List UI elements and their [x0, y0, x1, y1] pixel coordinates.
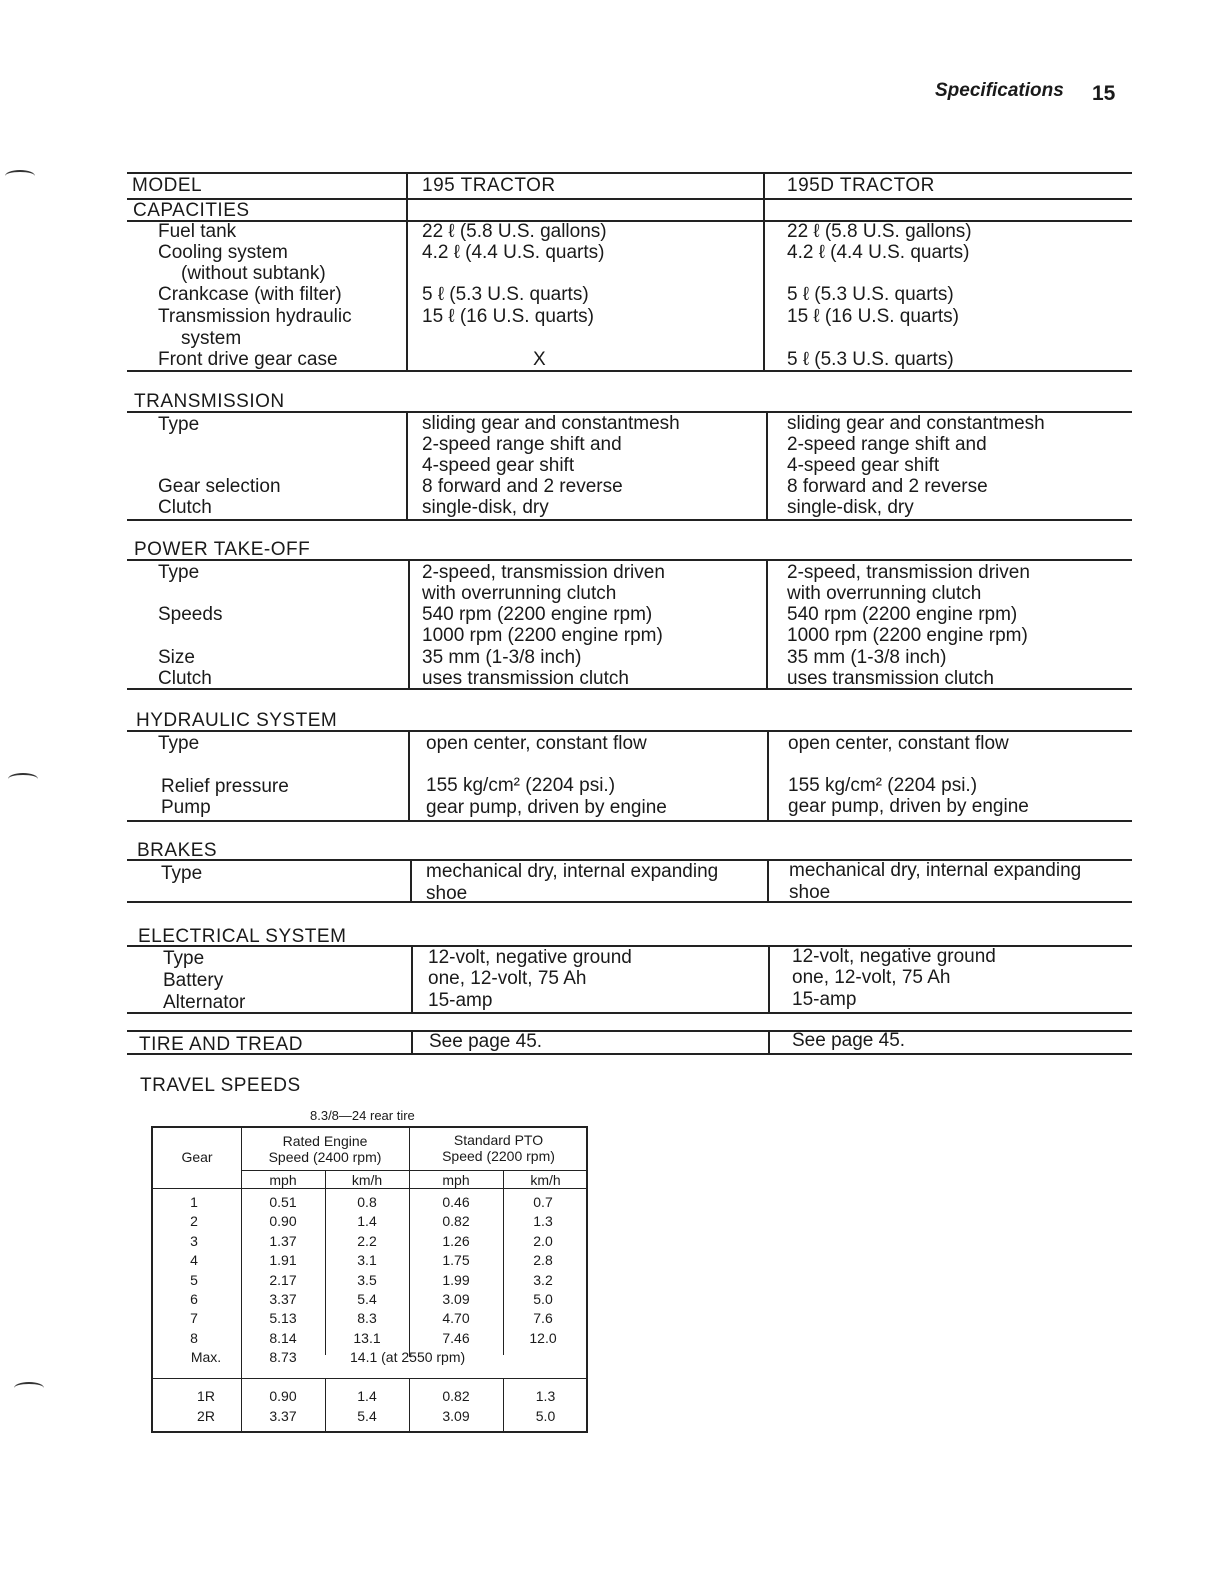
grid-line [153, 1378, 588, 1379]
binding-mark-bottom [14, 1382, 44, 1394]
table-row [153, 1213, 588, 1233]
rule [127, 1012, 1132, 1014]
rated-mph: 0.90 [269, 1388, 297, 1404]
spec-label: Speeds [158, 604, 223, 625]
gear-cell: 7 [190, 1310, 198, 1326]
pto-mph: 0.82 [442, 1213, 470, 1229]
spec-label: Battery [163, 970, 224, 991]
rated-header: Rated Engine [282, 1133, 368, 1149]
pto-kmh: 3.2 [533, 1272, 553, 1288]
spec-value-195: 8 forward and 2 reverse [422, 476, 623, 497]
spec-value-195: See page 45. [429, 1031, 543, 1052]
col-divider [767, 860, 769, 902]
spec-value-195: 2-speed, transmission driven [422, 562, 665, 583]
spec-label: Size [158, 647, 195, 668]
gear-cell: 2 [190, 1213, 198, 1229]
section-title-brakes: BRAKES [137, 840, 218, 861]
spec-value-195d: 4-speed gear shift [787, 455, 940, 476]
grid-line [241, 1170, 588, 1171]
spec-value-195d: single-disk, dry [787, 497, 914, 518]
travel-speeds-title: TRAVEL SPEEDS [140, 1075, 301, 1096]
gear-cell: 6 [190, 1291, 198, 1307]
rated-mph: 0.90 [269, 1213, 297, 1229]
unit-header: mph [442, 1172, 470, 1188]
spec-value-195d: with overrunning clutch [787, 583, 982, 604]
rated-mph: 5.13 [269, 1310, 297, 1326]
rated-header-speed: Speed (2400 rpm) [268, 1149, 382, 1165]
pto-kmh: 2.0 [533, 1233, 553, 1249]
rule [127, 1030, 1132, 1032]
spec-value-195d: sliding gear and constantmesh [787, 413, 1045, 434]
spec-value-195: 540 rpm (2200 engine rpm) [422, 604, 653, 625]
max-note: 14.1 (at 2550 rpm) [350, 1349, 466, 1365]
rated-mph: 8.73 [269, 1349, 297, 1365]
table-row [153, 1291, 588, 1311]
col-divider [768, 1031, 770, 1053]
table-row [153, 1194, 588, 1214]
pto-mph: 1.75 [442, 1252, 470, 1268]
col-divider [406, 412, 408, 520]
spec-value-195: one, 12-volt, 75 Ah [428, 968, 587, 989]
section-title-pto: POWER TAKE-OFF [134, 539, 311, 560]
pto-kmh: 1.3 [535, 1388, 556, 1404]
spec-label: Type [158, 562, 200, 583]
gear-cell: 8 [190, 1330, 198, 1346]
spec-value-195: 155 kg/cm² (2204 psi.) [426, 775, 616, 796]
table-row [153, 1408, 588, 1428]
table-row [153, 1349, 588, 1369]
spec-value-195: 1000 rpm (2200 engine rpm) [422, 625, 663, 646]
pto-mph: 3.09 [442, 1408, 470, 1424]
rated-kmh: 3.5 [357, 1272, 377, 1288]
spec-value-195: with overrunning clutch [422, 583, 617, 604]
spec-value-195d: 4.2 ℓ (4.4 U.S. quarts) [787, 242, 970, 263]
gear-cell: 5 [190, 1272, 198, 1288]
table-row [153, 1272, 588, 1292]
spec-value-195: sliding gear and constantmesh [422, 413, 680, 434]
unit-header: km/h [351, 1172, 383, 1188]
spec-value-195: X [533, 349, 546, 370]
pto-mph: 0.46 [442, 1194, 470, 1210]
travel-speeds-table [151, 1126, 588, 1433]
rated-kmh: 1.4 [357, 1213, 377, 1229]
spec-value-195: open center, constant flow [426, 733, 647, 754]
spec-label: system [181, 328, 242, 349]
spec-value-195d: 8 forward and 2 reverse [787, 476, 988, 497]
col-divider [408, 731, 410, 821]
pto-mph: 1.26 [442, 1233, 470, 1249]
spec-label: Crankcase (with filter) [158, 284, 342, 305]
spec-value-195: 4-speed gear shift [422, 455, 575, 476]
spec-value-195d: one, 12-volt, 75 Ah [792, 967, 951, 988]
spec-value-195d: 540 rpm (2200 engine rpm) [787, 604, 1018, 625]
spec-value-195: 35 mm (1-3/8 inch) [422, 647, 582, 668]
spec-value-195d: 15-amp [792, 989, 857, 1010]
col-divider [411, 946, 413, 1013]
spec-label: Alternator [163, 992, 246, 1013]
rated-mph: 1.91 [269, 1252, 297, 1268]
tire-note: 8.3/8—24 rear tire [310, 1108, 415, 1123]
spec-label: Type [163, 948, 205, 969]
table-row [153, 1388, 588, 1408]
rule [127, 198, 1132, 200]
pto-header-speed: Speed (2200 rpm) [442, 1148, 555, 1164]
rated-mph: 0.51 [269, 1194, 297, 1210]
section-title-capacities: CAPACITIES [133, 200, 250, 221]
spec-value-195d: 22 ℓ (5.8 U.S. gallons) [787, 221, 972, 242]
section-title-hydraulic: HYDRAULIC SYSTEM [136, 710, 338, 731]
rule [127, 901, 1132, 903]
pto-kmh: 0.7 [533, 1194, 553, 1210]
rule [127, 820, 1132, 822]
pto-kmh: 1.3 [533, 1213, 553, 1229]
pto-header: Standard PTO [453, 1132, 544, 1148]
spec-value-195: 5 ℓ (5.3 U.S. quarts) [422, 284, 589, 305]
col-divider [763, 173, 765, 371]
page-number: 15 [1092, 82, 1116, 105]
spec-value-195: 4.2 ℓ (4.4 U.S. quarts) [422, 242, 605, 263]
rated-mph: 1.37 [269, 1233, 297, 1249]
spec-value-195: 15-amp [428, 990, 493, 1011]
gear-cell: 3 [190, 1233, 198, 1249]
spec-value-195d: 5 ℓ (5.3 U.S. quarts) [787, 349, 954, 370]
spec-value-195d: 2-speed range shift and [787, 434, 987, 455]
binding-mark-middle [8, 773, 38, 785]
col-divider [766, 412, 768, 520]
col-divider [406, 173, 408, 371]
col-195-header: 195 TRACTOR [422, 175, 556, 196]
rated-kmh: 3.1 [357, 1252, 377, 1268]
section-title-tire: TIRE AND TREAD [139, 1034, 303, 1055]
spec-label: Type [158, 414, 200, 435]
spec-value-195: 2-speed range shift and [422, 434, 622, 455]
pto-kmh: 12.0 [529, 1330, 557, 1346]
spec-label: Transmission hydraulic [158, 306, 352, 327]
spec-label: Relief pressure [161, 776, 289, 797]
spec-label: Front drive gear case [158, 349, 338, 370]
pto-kmh: 7.6 [533, 1310, 553, 1326]
section-title-electrical: ELECTRICAL SYSTEM [138, 926, 347, 947]
spec-label: Type [161, 863, 203, 884]
rule [127, 220, 1132, 222]
pto-kmh: 5.0 [533, 1291, 553, 1307]
spec-label: Pump [161, 797, 211, 818]
spec-value-195d: 15 ℓ (16 U.S. quarts) [787, 306, 959, 327]
spec-value-195d: 155 kg/cm² (2204 psi.) [788, 775, 978, 796]
spec-value-195d: See page 45. [792, 1030, 906, 1051]
spec-label: Clutch [158, 497, 212, 518]
rated-mph: 2.17 [269, 1272, 297, 1288]
spec-value-195: gear pump, driven by engine [426, 797, 667, 818]
spec-label: Fuel tank [158, 221, 237, 242]
grid-line [153, 1188, 588, 1189]
rule [127, 519, 1132, 521]
table-row [153, 1330, 588, 1350]
pto-mph: 4.70 [442, 1310, 470, 1326]
spec-value-195d: 1000 rpm (2200 engine rpm) [787, 625, 1028, 646]
spec-value-195d: 35 mm (1-3/8 inch) [787, 647, 947, 668]
unit-header: km/h [530, 1172, 561, 1188]
rule [127, 172, 1132, 174]
col-195d-header: 195D TRACTOR [787, 175, 935, 196]
rated-kmh: 13.1 [353, 1330, 381, 1346]
col-divider [411, 1031, 413, 1053]
rated-kmh: 5.4 [357, 1291, 377, 1307]
pto-mph: 7.46 [442, 1330, 470, 1346]
rated-mph: 3.37 [269, 1291, 297, 1307]
rated-mph: 3.37 [269, 1408, 297, 1424]
pto-mph: 0.82 [442, 1388, 470, 1404]
spec-label: (without subtank) [181, 263, 326, 284]
spec-value-195: 12-volt, negative ground [428, 947, 632, 968]
page-header-title: Specifications [935, 80, 1064, 101]
rule [127, 370, 1132, 372]
spec-value-195: 22 ℓ (5.8 U.S. gallons) [422, 221, 607, 242]
rated-kmh: 1.4 [357, 1388, 377, 1404]
col-divider [766, 560, 768, 689]
pto-mph: 3.09 [442, 1291, 470, 1307]
spec-label: Gear selection [158, 476, 281, 497]
spec-value-195d: uses transmission clutch [787, 668, 994, 689]
model-header: MODEL [132, 175, 203, 196]
gear-cell: 4 [190, 1252, 198, 1268]
spec-value-195d: 5 ℓ (5.3 U.S. quarts) [787, 284, 954, 305]
rated-kmh: 2.2 [357, 1233, 377, 1249]
rated-kmh: 8.3 [357, 1310, 377, 1326]
col-divider [767, 731, 769, 821]
rated-kmh: 5.4 [357, 1408, 377, 1424]
gear-cell: 2R [197, 1408, 215, 1424]
table-row [153, 1252, 588, 1272]
spec-value-195d: gear pump, driven by engine [788, 796, 1029, 817]
pto-kmh: 2.8 [533, 1252, 553, 1268]
spec-label: Clutch [158, 668, 212, 689]
col-divider [408, 560, 410, 689]
table-row [153, 1233, 588, 1253]
spec-value-195d: mechanical dry, internal expanding [789, 860, 1082, 881]
rated-kmh: 0.8 [357, 1194, 377, 1210]
rated-mph: 8.14 [269, 1330, 297, 1346]
spec-label: Type [158, 733, 200, 754]
pto-mph: 1.99 [442, 1272, 470, 1288]
spec-value-195: single-disk, dry [422, 497, 549, 518]
unit-header: mph [269, 1172, 297, 1188]
table-row [153, 1310, 588, 1330]
spec-value-195d: 12-volt, negative ground [792, 946, 996, 967]
spec-value-195: uses transmission clutch [422, 668, 629, 689]
col-divider [768, 946, 770, 1013]
spec-value-195d: shoe [789, 882, 831, 903]
gear-header: Gear [181, 1149, 213, 1165]
spec-value-195d: open center, constant flow [788, 733, 1009, 754]
gear-cell: 1R [197, 1388, 215, 1404]
section-title-transmission: TRANSMISSION [134, 391, 285, 412]
spec-value-195: mechanical dry, internal expanding [426, 861, 719, 882]
pto-kmh: 5.0 [535, 1408, 556, 1424]
spec-value-195: shoe [426, 883, 468, 904]
spec-label: Cooling system [158, 242, 288, 263]
gear-cell: 1 [190, 1194, 198, 1210]
binding-mark-top [5, 170, 35, 182]
spec-value-195: 15 ℓ (16 U.S. quarts) [422, 306, 594, 327]
col-divider [410, 860, 412, 902]
gear-cell: Max. [190, 1349, 222, 1365]
spec-value-195d: 2-speed, transmission driven [787, 562, 1030, 583]
